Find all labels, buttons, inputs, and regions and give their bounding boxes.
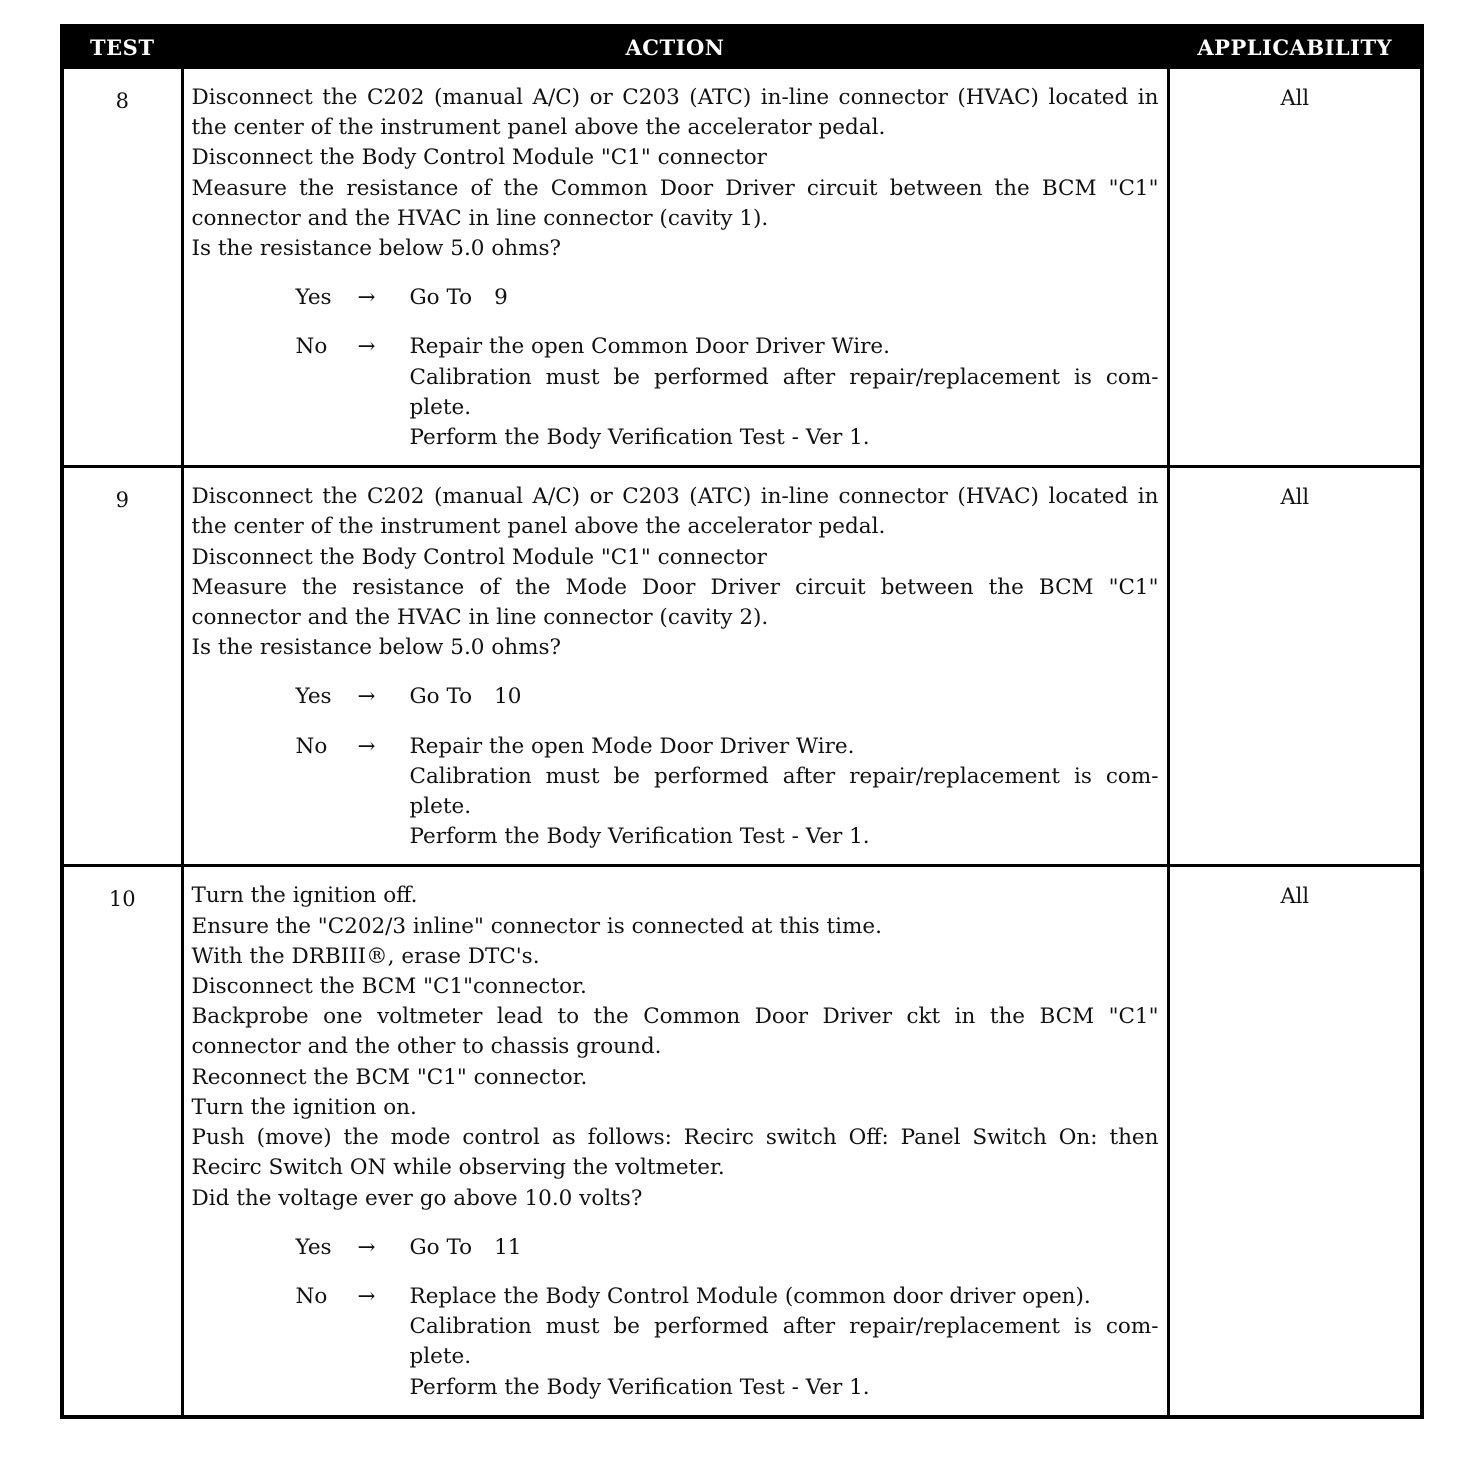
applicability-cell: All bbox=[1168, 467, 1422, 866]
diagnostic-test-table bbox=[60, 24, 1424, 1419]
instruction-line: Measure the resistance of the Mode Door Driver circuit between the BCM "C1" bbox=[191, 574, 1159, 600]
table-header bbox=[62, 26, 1422, 68]
header-action: ACTION bbox=[182, 26, 1168, 68]
arrow-icon: → bbox=[357, 285, 376, 311]
yes-label: Yes bbox=[295, 285, 332, 311]
goto-instruction bbox=[410, 682, 1159, 712]
yes-branch bbox=[296, 682, 1159, 712]
goto-text: Go To bbox=[409, 684, 473, 710]
test-number: 8 bbox=[62, 68, 182, 467]
header-test: TEST bbox=[62, 26, 182, 68]
no-branch bbox=[296, 1282, 1159, 1403]
instruction-line: Did the voltage ever go above 10.0 volts? bbox=[191, 1185, 643, 1211]
instruction-line: connector and the other to chassis ground. bbox=[191, 1034, 662, 1060]
no-branch-line: Calibration must be performed after repair/replacement is com- bbox=[409, 1314, 1159, 1340]
instruction-line: Backprobe one voltmeter lead to the Common Door Driver ckt in the BCM "C1" bbox=[191, 1004, 1159, 1030]
instruction-line: the center of the instrument panel above the accelerator pedal. bbox=[191, 115, 886, 141]
instruction-line: Disconnect the BCM "C1"connector. bbox=[191, 974, 587, 1000]
no-label: No bbox=[295, 334, 328, 360]
applicability-cell: All bbox=[1168, 866, 1422, 1417]
table-body bbox=[62, 68, 1422, 1417]
header-applicability: APPLICABILITY bbox=[1168, 26, 1422, 68]
no-branch-line: Perform the Body Verification Test - Ver 1. bbox=[409, 425, 870, 451]
arrow-icon: → bbox=[357, 1283, 376, 1309]
instruction-line: Recirc Switch ON while observing the voltmeter. bbox=[191, 1155, 725, 1181]
goto-instruction bbox=[410, 283, 1159, 313]
no-branch-line: Replace the Body Control Module (common door driver open). bbox=[409, 1283, 1091, 1309]
instruction-line: the center of the instrument panel above the accelerator pedal. bbox=[191, 514, 886, 540]
instruction-line: With the DRBIII®, erase DTC's. bbox=[191, 943, 540, 969]
action-cell bbox=[182, 467, 1168, 866]
no-branch-line: plete. bbox=[409, 1344, 472, 1370]
instruction-line: Disconnect the C202 (manual A/C) or C203 (ATC) in-line connector (HVAC) located in bbox=[191, 484, 1159, 510]
instruction-line: Push (move) the mode control as follows: Recirc switch Off: Panel Switch On: then bbox=[191, 1125, 1159, 1151]
no-label: No bbox=[295, 1283, 328, 1309]
yes-label: Yes bbox=[295, 684, 332, 710]
no-branch-text bbox=[410, 732, 1159, 853]
no-branch-line: Repair the open Common Door Driver Wire. bbox=[409, 334, 890, 360]
yes-branch bbox=[296, 283, 1159, 313]
table-row bbox=[62, 467, 1422, 866]
no-label: No bbox=[295, 733, 328, 759]
no-branch bbox=[296, 732, 1159, 853]
no-branch-line: Calibration must be performed after repair/replacement is com- bbox=[409, 763, 1159, 789]
goto-number: 9 bbox=[494, 285, 508, 311]
instruction-line: Reconnect the BCM "C1" connector. bbox=[191, 1064, 588, 1090]
instruction-line: Measure the resistance of the Common Door Driver circuit between the BCM "C1" bbox=[191, 175, 1159, 201]
instruction-line: Disconnect the C202 (manual A/C) or C203 (ATC) in-line connector (HVAC) located in bbox=[191, 85, 1159, 110]
instruction-line: connector and the HVAC in line connector (cavity 2). bbox=[191, 605, 769, 631]
test-number: 10 bbox=[62, 866, 182, 1417]
no-branch-line: Repair the open Mode Door Driver Wire. bbox=[409, 733, 855, 759]
goto-number: 10 bbox=[494, 684, 522, 710]
arrow-icon: → bbox=[357, 334, 376, 360]
instruction-line: Is the resistance below 5.0 ohms? bbox=[191, 635, 562, 661]
no-branch-text bbox=[410, 332, 1159, 453]
no-branch-line: Perform the Body Verification Test - Ver 1. bbox=[409, 1374, 870, 1400]
no-branch-text bbox=[410, 1282, 1159, 1403]
table-row bbox=[62, 866, 1422, 1417]
instruction-line: Turn the ignition on. bbox=[191, 1094, 417, 1120]
instruction-line: Ensure the "C202/3 inline" connector is connected at this time. bbox=[191, 913, 882, 939]
yes-branch bbox=[296, 1233, 1159, 1263]
no-branch-line: plete. bbox=[409, 794, 472, 820]
arrow-icon: → bbox=[357, 1234, 376, 1260]
action-cell bbox=[182, 68, 1168, 467]
table-row bbox=[62, 68, 1422, 467]
no-branch-line: Calibration must be performed after repair/replacement is com- bbox=[409, 364, 1159, 390]
instruction-line: Disconnect the Body Control Module "C1" connector bbox=[191, 544, 767, 570]
goto-instruction bbox=[410, 1233, 1159, 1263]
no-branch-line: Perform the Body Verification Test - Ver 1. bbox=[409, 824, 870, 850]
action-cell bbox=[182, 866, 1168, 1417]
instruction-line: Turn the ignition off. bbox=[191, 883, 418, 909]
arrow-icon: → bbox=[357, 733, 376, 759]
instruction-line: connector and the HVAC in line connector (cavity 1). bbox=[191, 205, 769, 231]
arrow-icon: → bbox=[357, 684, 376, 710]
goto-number: 11 bbox=[494, 1234, 522, 1260]
applicability-cell: All bbox=[1168, 68, 1422, 467]
no-branch-line: plete. bbox=[409, 394, 472, 420]
instruction-line: Disconnect the Body Control Module "C1" connector bbox=[191, 145, 767, 171]
instruction-line: Is the resistance below 5.0 ohms? bbox=[191, 236, 562, 262]
goto-text: Go To bbox=[409, 285, 473, 311]
test-number: 9 bbox=[62, 467, 182, 866]
yes-label: Yes bbox=[295, 1234, 332, 1260]
no-branch bbox=[296, 332, 1159, 453]
goto-text: Go To bbox=[409, 1234, 473, 1260]
